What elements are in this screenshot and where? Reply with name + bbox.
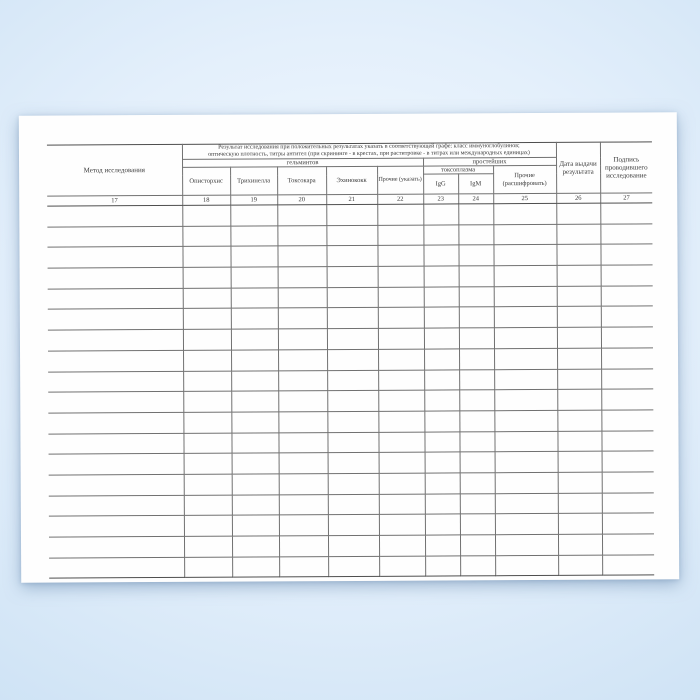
body-cell: [460, 452, 495, 473]
body-cell: [424, 287, 459, 308]
column-number: 21: [326, 194, 377, 204]
body-cell: [184, 557, 232, 578]
body-cell: [458, 204, 493, 225]
body-cell: [494, 348, 557, 369]
body-cell: [556, 224, 600, 245]
body-cell: [183, 433, 231, 454]
body-cell: [231, 412, 278, 433]
body-cell: [459, 390, 494, 411]
body-cell: [328, 453, 379, 474]
body-cell: [184, 536, 232, 557]
body-cell: [493, 224, 556, 245]
body-cell: [232, 494, 279, 515]
body-cell: [557, 369, 601, 390]
body-cell: [183, 371, 231, 392]
body-cell: [328, 494, 379, 515]
column-number: 22: [377, 194, 423, 204]
body-cell: [557, 265, 601, 286]
body-cell: [183, 391, 231, 412]
body-cell: [278, 432, 327, 453]
body-cell: [423, 204, 458, 225]
body-cell: [601, 389, 653, 410]
body-cell: [279, 494, 328, 515]
body-cell: [424, 431, 459, 452]
body-cell: [460, 535, 495, 556]
body-cell: [183, 267, 231, 288]
body-cell: [278, 329, 327, 350]
col-header-igg: IgG: [423, 174, 458, 194]
col-header-opisthorchis: Описторхис: [182, 167, 230, 195]
body-cell: [378, 266, 424, 287]
header-note: [182, 142, 556, 159]
column-number: 18: [182, 195, 230, 205]
body-cell: [48, 267, 183, 288]
body-cell: [230, 226, 277, 247]
body-cell: [494, 286, 557, 307]
header-note-line1: Результат исследования при положительных результатах указать в соответствующей графе: класс иммуноглобулинов;: [218, 143, 520, 151]
body-cell: [231, 329, 278, 350]
body-cell: [327, 432, 378, 453]
body-cell: [278, 267, 327, 288]
body-cell: [495, 472, 558, 493]
body-cell: [557, 286, 601, 307]
body-cell: [183, 329, 231, 350]
body-cell: [49, 474, 184, 495]
body-cell: [377, 245, 423, 266]
body-cell: [278, 349, 327, 370]
body-cell: [327, 328, 378, 349]
col-header-method: Метод исследования: [47, 144, 182, 196]
body-cell: [231, 267, 278, 288]
header-note-line2: оптическую плотность, титры антител (при скрининге - в крестах, при раститровке - в титрах или международных единицах): [208, 150, 530, 158]
body-cell: [601, 430, 653, 451]
body-cell: [49, 454, 184, 475]
body-cell: [424, 349, 459, 370]
body-cell: [182, 226, 230, 247]
col-header-toxocara: Токсокара: [277, 167, 326, 195]
body-cell: [232, 557, 279, 578]
body-cell: [379, 473, 425, 494]
body-cell: [49, 495, 184, 516]
body-cell: [231, 370, 278, 391]
body-cell: [378, 370, 424, 391]
body-cell: [602, 534, 654, 555]
body-cell: [556, 203, 600, 224]
body-cell: [556, 245, 600, 266]
body-cell: [326, 225, 377, 246]
body-cell: [278, 287, 327, 308]
body-cell: [231, 350, 278, 371]
col-header-echinococcus: Эхинококк: [326, 166, 377, 194]
column-number: 25: [493, 193, 556, 203]
body-cell: [425, 452, 460, 473]
body-cell: [425, 535, 460, 556]
body-cell: [182, 205, 230, 226]
body-cell: [602, 513, 654, 534]
body-cell: [558, 493, 602, 514]
body-cell: [232, 515, 279, 536]
body-cell: [601, 306, 653, 327]
body-cell: [184, 474, 232, 495]
body-cell: [459, 266, 494, 287]
body-cell: [602, 493, 654, 514]
group-header-toxoplasma: токсоплазма: [423, 166, 493, 174]
body-cell: [184, 515, 232, 536]
body-cell: [231, 391, 278, 412]
body-cell: [278, 370, 327, 391]
body-cell: [495, 534, 558, 555]
body-cell: [557, 327, 601, 348]
body-cell: [231, 288, 278, 309]
body-cell: [48, 433, 183, 454]
body-cell: [48, 412, 183, 433]
body-cell: [183, 288, 231, 309]
col-header-igm: IgM: [458, 174, 493, 194]
body-cell: [279, 474, 328, 495]
body-cell: [494, 369, 557, 390]
body-cell: [494, 328, 557, 349]
lab-journal-table: [47, 141, 654, 579]
body-cell: [230, 205, 277, 226]
body-cell: [232, 453, 279, 474]
body-cell: [601, 265, 653, 286]
body-cell: [47, 226, 182, 247]
body-cell: [279, 515, 328, 536]
body-cell: [48, 371, 183, 392]
body-cell: [378, 308, 424, 329]
body-cell: [327, 370, 378, 391]
body-cell: [47, 205, 182, 226]
body-cell: [459, 431, 494, 452]
body-cell: [460, 514, 495, 535]
body-cell: [48, 288, 183, 309]
body-cell: [328, 515, 379, 536]
body-cell: [494, 307, 557, 328]
body-cell: [49, 557, 184, 578]
column-number: 19: [230, 195, 277, 205]
body-cell: [378, 328, 424, 349]
body-cell: [48, 392, 183, 413]
body-cell: [425, 514, 460, 535]
body-cell: [495, 514, 558, 535]
col-header-signature: Подпись проводившего исследование: [600, 142, 652, 193]
body-cell: [278, 411, 327, 432]
body-cell: [423, 245, 458, 266]
body-cell: [424, 411, 459, 432]
body-cell: [602, 451, 654, 472]
body-cell: [494, 390, 557, 411]
body-cell: [48, 329, 183, 350]
body-cell: [494, 431, 557, 452]
body-cell: [277, 225, 326, 246]
col-header-others-specify: Прочие (указать): [377, 166, 423, 194]
body-cell: [557, 410, 601, 431]
body-cell: [459, 286, 494, 307]
body-cell: [459, 411, 494, 432]
body-cell: [424, 266, 459, 287]
body-cell: [424, 390, 459, 411]
body-cell: [184, 453, 232, 474]
body-cell: [328, 556, 379, 577]
body-cell: [494, 410, 557, 431]
body-cell: [379, 514, 425, 535]
col-header-trichinella: Трихинелла: [230, 167, 277, 195]
body-cell: [558, 534, 602, 555]
body-cell: [600, 244, 652, 265]
body-cell: [232, 536, 279, 557]
body-cell: [459, 369, 494, 390]
body-cell: [378, 349, 424, 370]
body-cell: [460, 555, 495, 576]
body-cell: [279, 536, 328, 557]
body-cell: [601, 410, 653, 431]
body-cell: [557, 431, 601, 452]
column-number: 20: [277, 195, 326, 205]
body-cell: [460, 493, 495, 514]
group-header-helminths: гельминтов: [182, 158, 423, 167]
body-cell: [277, 205, 326, 226]
body-cell: [458, 224, 493, 245]
body-cell: [460, 473, 495, 494]
body-cell: [48, 350, 183, 371]
body-cell: [495, 493, 558, 514]
body-cell: [327, 349, 378, 370]
body-cell: [49, 536, 184, 557]
body-cell: [377, 204, 423, 225]
body-cell: [494, 265, 557, 286]
body-cell: [459, 328, 494, 349]
body-cell: [459, 349, 494, 370]
table-row: [49, 555, 654, 579]
body-cell: [558, 451, 602, 472]
body-cell: [601, 368, 653, 389]
body-cell: [424, 307, 459, 328]
paper-sheet: [19, 112, 679, 582]
body-cell: [425, 473, 460, 494]
body-cell: [601, 286, 653, 307]
body-cell: [558, 513, 602, 534]
col-header-others-decipher: Прочие (расшифровать): [493, 165, 556, 193]
body-cell: [232, 474, 279, 495]
body-cell: [327, 308, 378, 329]
body-cell: [47, 247, 182, 268]
body-cell: [493, 245, 556, 266]
body-cell: [379, 494, 425, 515]
body-cell: [279, 556, 328, 577]
body-cell: [557, 389, 601, 410]
group-header-protozoa: простейших: [423, 157, 556, 166]
body-cell: [378, 287, 424, 308]
column-number: 23: [423, 194, 458, 204]
body-cell: [183, 350, 231, 371]
table-body: [47, 203, 654, 579]
body-cell: [423, 225, 458, 246]
body-cell: [49, 516, 184, 537]
body-cell: [183, 412, 231, 433]
body-cell: [378, 390, 424, 411]
body-cell: [327, 411, 378, 432]
column-number: 27: [600, 193, 652, 203]
body-cell: [459, 307, 494, 328]
body-cell: [602, 555, 654, 576]
body-cell: [328, 473, 379, 494]
body-cell: [278, 391, 327, 412]
body-cell: [557, 307, 601, 328]
body-cell: [424, 328, 459, 349]
body-cell: [600, 224, 652, 245]
body-cell: [326, 246, 377, 267]
body-cell: [602, 472, 654, 493]
body-cell: [327, 287, 378, 308]
body-cell: [184, 495, 232, 516]
body-cell: [493, 203, 556, 224]
body-cell: [328, 535, 379, 556]
body-cell: [378, 411, 424, 432]
body-cell: [495, 555, 558, 576]
body-cell: [327, 266, 378, 287]
col-header-issue-date: Дата выдачи результата: [556, 142, 600, 193]
body-cell: [231, 432, 278, 453]
body-cell: [326, 204, 377, 225]
body-cell: [230, 246, 277, 267]
body-cell: [425, 556, 460, 577]
body-cell: [182, 246, 230, 267]
body-cell: [558, 472, 602, 493]
body-cell: [600, 203, 652, 224]
body-cell: [378, 432, 424, 453]
body-cell: [377, 225, 423, 246]
body-cell: [458, 245, 493, 266]
body-cell: [231, 308, 278, 329]
body-cell: [183, 309, 231, 330]
body-cell: [278, 308, 327, 329]
body-cell: [48, 309, 183, 330]
body-cell: [379, 556, 425, 577]
body-cell: [379, 535, 425, 556]
body-cell: [379, 452, 425, 473]
body-cell: [424, 369, 459, 390]
column-number: 26: [556, 193, 600, 203]
body-cell: [279, 453, 328, 474]
body-cell: [425, 494, 460, 515]
body-cell: [277, 246, 326, 267]
body-cell: [495, 452, 558, 473]
body-cell: [557, 348, 601, 369]
body-cell: [327, 391, 378, 412]
body-cell: [601, 348, 653, 369]
column-number: 24: [458, 194, 493, 204]
body-cell: [601, 327, 653, 348]
column-number: 17: [47, 195, 182, 206]
body-cell: [558, 555, 602, 576]
